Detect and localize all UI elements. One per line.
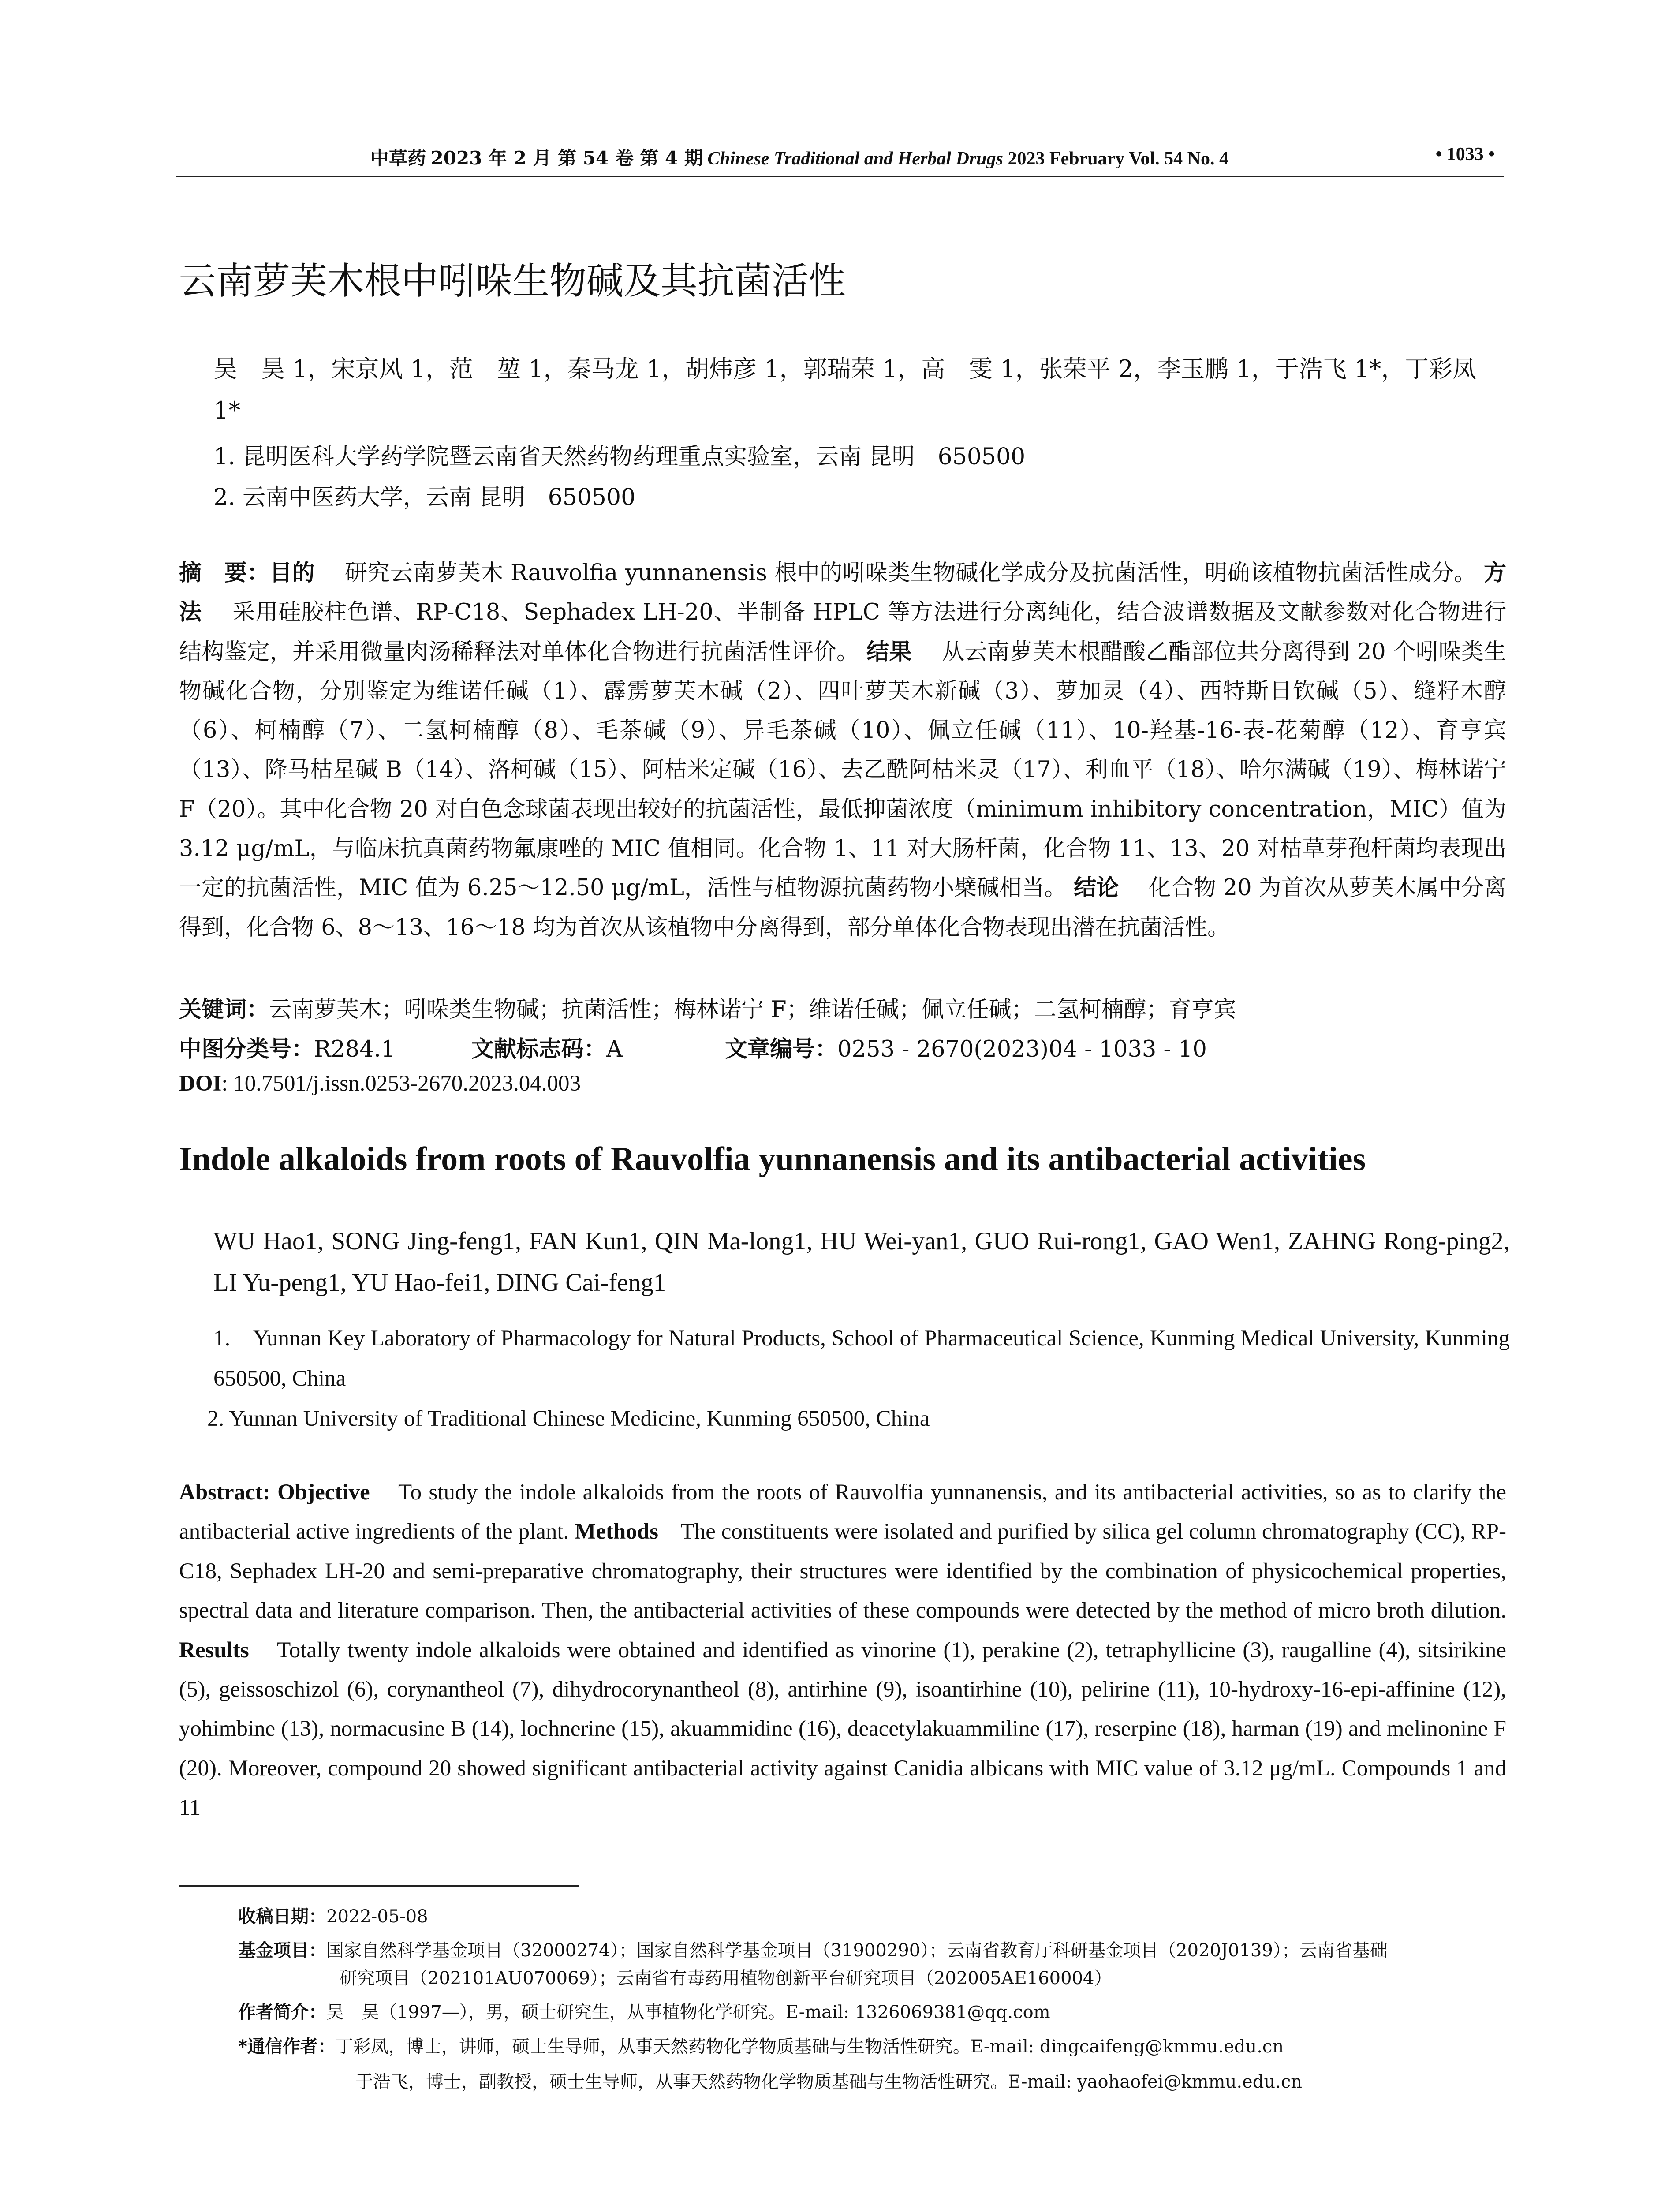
results-label-en: Results <box>179 1637 249 1663</box>
running-header <box>176 140 1504 177</box>
abstract-cn-label: 摘 要： <box>179 560 270 586</box>
doc-code-value: A <box>606 1036 623 1062</box>
footnote-received <box>238 1903 428 1930</box>
authors-cn-text: 吴 昊 1，宋京风 1，范 堃 1，秦马龙 1，胡炜彦 1，郭瑞荣 1，高 雯 1，张荣平 2，李玉鹏 1，于浩飞 1*，丁彩凤 1* <box>213 355 1477 424</box>
doc-code-label: 文献标志码： <box>471 1036 606 1062</box>
conclusion-label-cn: 结论 <box>1074 875 1119 901</box>
journal-name-cn: 中草药 <box>370 147 426 169</box>
footnote-divider <box>179 1885 579 1887</box>
page-number: • 1033 • <box>1435 144 1495 164</box>
methods-cn: 采用硅胶柱色谱、RP-C18、Sephadex LH-20、半制备 HPLC 等方法进行分离纯化，结合波谱数据及文献参数对化合物进行结构鉴定，并采用微量肉汤稀释法对单体化合物进行抗菌活性评价。 <box>179 599 1506 665</box>
footnote-fund <box>238 1937 1388 1964</box>
article-no-value: 0253 - 2670(2023)04 - 1033 - 10 <box>837 1036 1207 1062</box>
objective-label-cn: 目的 <box>269 560 315 586</box>
issue-en: 2023 February Vol. 54 No. 4 <box>1008 149 1228 169</box>
abstract-en-label: Abstract: Objective <box>179 1480 370 1505</box>
affiliation-cn-2: 2. 云南中医药大学，云南 昆明 650500 <box>213 484 636 511</box>
issue-cn: 2023 年 2 月 第 54 卷 第 4 期 <box>430 147 703 169</box>
corr-author-2: 于浩飞，博士，副教授，硕士生导师，从事天然药物化学物质基础与生物活性研究。E-mail: yaohaofei@kmmu.edu.cn <box>355 2072 1302 2092</box>
methods-en: The constituents were isolated and purified by silica gel column chromatography (CC), RP-C18, Sephadex LH-20 and semi-preparative chromatography, their structures were identified by the combination of physicochemical properties, spectral data and literature comparison. Then, the antibacterial activities of these compounds were detected by the method of micro broth dilution. <box>179 1519 1506 1623</box>
footnote-bio <box>238 1999 1050 2026</box>
authors-cn <box>213 348 1510 431</box>
title-en-text: Indole alkaloids from roots of Rauvolfia yunnanensis and its antibacterial activities <box>179 1140 1366 1177</box>
corr-label: *通信作者： <box>238 2037 336 2057</box>
objective-cn: 研究云南萝芙木 Rauvolfia yunnanensis 根中的吲哚类生物碱化学成分及抗菌活性，明确该植物抗菌活性成分。 <box>345 560 1477 586</box>
abstract-cn <box>179 553 1506 947</box>
doi-line <box>179 1070 581 1096</box>
title-cn: 云南萝芙木根中吲哚生物碱及其抗菌活性 <box>179 259 846 303</box>
fund-label: 基金项目： <box>238 1940 326 1961</box>
clc-value: R284.1 <box>314 1036 396 1062</box>
keywords-text: 云南萝芙木；吲哚类生物碱；抗菌活性；梅林诺宁 F；维诺任碱；佩立任碱；二氢柯楠醇；育亨宾 <box>269 997 1236 1023</box>
received-label: 收稿日期： <box>238 1906 326 1927</box>
abstract-en <box>179 1473 1506 1828</box>
journal-name-en: Chinese Traditional and Herbal Drugs <box>707 149 1003 169</box>
doi-label: DOI <box>179 1071 222 1096</box>
article-no-label: 文章编号： <box>725 1036 838 1062</box>
methods-label-cn: 方法 <box>179 560 1506 626</box>
keywords-label: 关键词： <box>179 997 269 1023</box>
corr-author-1: 丁彩凤，博士，讲师，硕士生导师，从事天然药物化学物质基础与生物活性研究。E-mail: dingcaifeng@kmmu.edu.cn <box>335 2037 1284 2057</box>
bio-label: 作者简介： <box>238 2002 326 2022</box>
fund-line-1: 国家自然科学基金项目（32000274）；国家自然科学基金项目（31900290）；云南省教育厅科研基金项目（2020J0139）；云南省基础 <box>326 1940 1388 1961</box>
doi-value: : 10.7501/j.issn.0253-2670.2023.04.003 <box>221 1071 581 1096</box>
conclusion-cn: 化合物 20 为首次从萝芙木属中分离得到，化合物 6、8～13、16～18 均为首次从该植物中分离得到，部分单体化合物表现出潜在抗菌活性。 <box>179 875 1507 941</box>
clc-label: 中图分类号： <box>179 1036 314 1062</box>
fund-line-2: 研究项目（202101AU070069）；云南省有毒药用植物创新平台研究项目（202005AE160004） <box>340 1968 1112 1988</box>
results-cn: 从云南萝芙木根醋酸乙酯部位共分离得到 20 个吲哚类生物碱化合物，分别鉴定为维诺任碱（1）、霹雳萝芙木碱（2）、四叶萝芙木新碱（3）、萝加灵（4）、西特斯日钦碱（5）、缝籽木醇（6）、柯楠醇（7）、二氢柯楠醇（8）、毛茶碱（9）、异毛茶碱（10）、佩立任碱（11）、10-羟基-16-表-花菊醇（12）、育亨宾（13）、降马枯星碱 B（14）、洛柯碱（15）、阿枯米定碱（16）、去乙酰阿枯米灵（17）、利血平（18）、哈尔满碱（19）、梅林诺宁 F（20）。其中化合物 20 对白色念球菌表现出较好的抗菌活性，最低抑菌浓度（minimum inhibitory concentration，MIC）值为 3.12 μg/mL，与临床抗真菌药物氟康唑的 MIC 值相同。化合物 1、11 对大肠杆菌，化合物 11、13、20 对枯草芽孢杆菌均表现出一定的抗菌活性，MIC 值为 6.25～12.50 μg/mL，活性与植物源抗菌药物小檗碱相当。 <box>179 639 1506 901</box>
authors-en: WU Hao1, SONG Jing-feng1, FAN Kun1, QIN Ma-long1, HU Wei-yan1, GUO Rui-rong1, GAO Wen1, ZAHNG Rong-ping2, LI Yu-peng1, YU Hao-fei1, DING Cai-feng1 <box>213 1227 1510 1297</box>
methods-label-en: Methods <box>575 1519 658 1544</box>
objective-en: To study the indole alkaloids from the roots of Rauvolfia yunnanensis, and its antibacterial activities, so as to clarify the antibacterial active ingredients of the plant. <box>179 1480 1507 1544</box>
results-label-cn: 结果 <box>866 639 912 665</box>
title-en <box>179 1140 1366 1178</box>
affiliation-cn-1: 1. 昆明医科大学药学院暨云南省天然药物药理重点实验室，云南 昆明 650500 <box>213 444 1026 470</box>
results-en: Totally twenty indole alkaloids were obtained and identified as vinorine (1), perakine (2), tetraphyllicine (3), raugalline (4), sitsirikine (5), geissoschizol (6), corynantheol (7), dihydrocorynantheol (8), antirhine (9), isoantirhine (10), pelirine (11), 10-hydroxy-16-epi-affinine (12), yohimbine (13), normacusine B (14), lochnerine (15), akuammidine (16), deacetylakuammiline (17), reserpine (18), harman (19) and melinonine F (20). Moreover, compound 20 showed significant antibacterial activity against Canidia albicans with MIC value of 3.12 μg/mL. Compounds 1 and 11 <box>179 1637 1506 1820</box>
journal-citation <box>370 144 1228 170</box>
footnote-corresponding <box>238 2033 1284 2060</box>
classification-line <box>179 1031 1207 1063</box>
affiliation-en-1: 1. Yunnan Key Laboratory of Pharmacology for Natural Products, School of Pharmaceutical Science, Kunming Medical University, Kunming 650500, China <box>213 1326 1510 1391</box>
received-date: 2022-05-08 <box>326 1906 428 1927</box>
keywords-cn <box>179 991 1236 1024</box>
bio-text: 吴 昊（1997—），男，硕士研究生，从事植物化学研究。E-mail: 1326069381@qq.com <box>326 2002 1050 2022</box>
affiliation-en-2: 2. Yunnan University of Traditional Chinese Medicine, Kunming 650500, China <box>207 1406 930 1431</box>
